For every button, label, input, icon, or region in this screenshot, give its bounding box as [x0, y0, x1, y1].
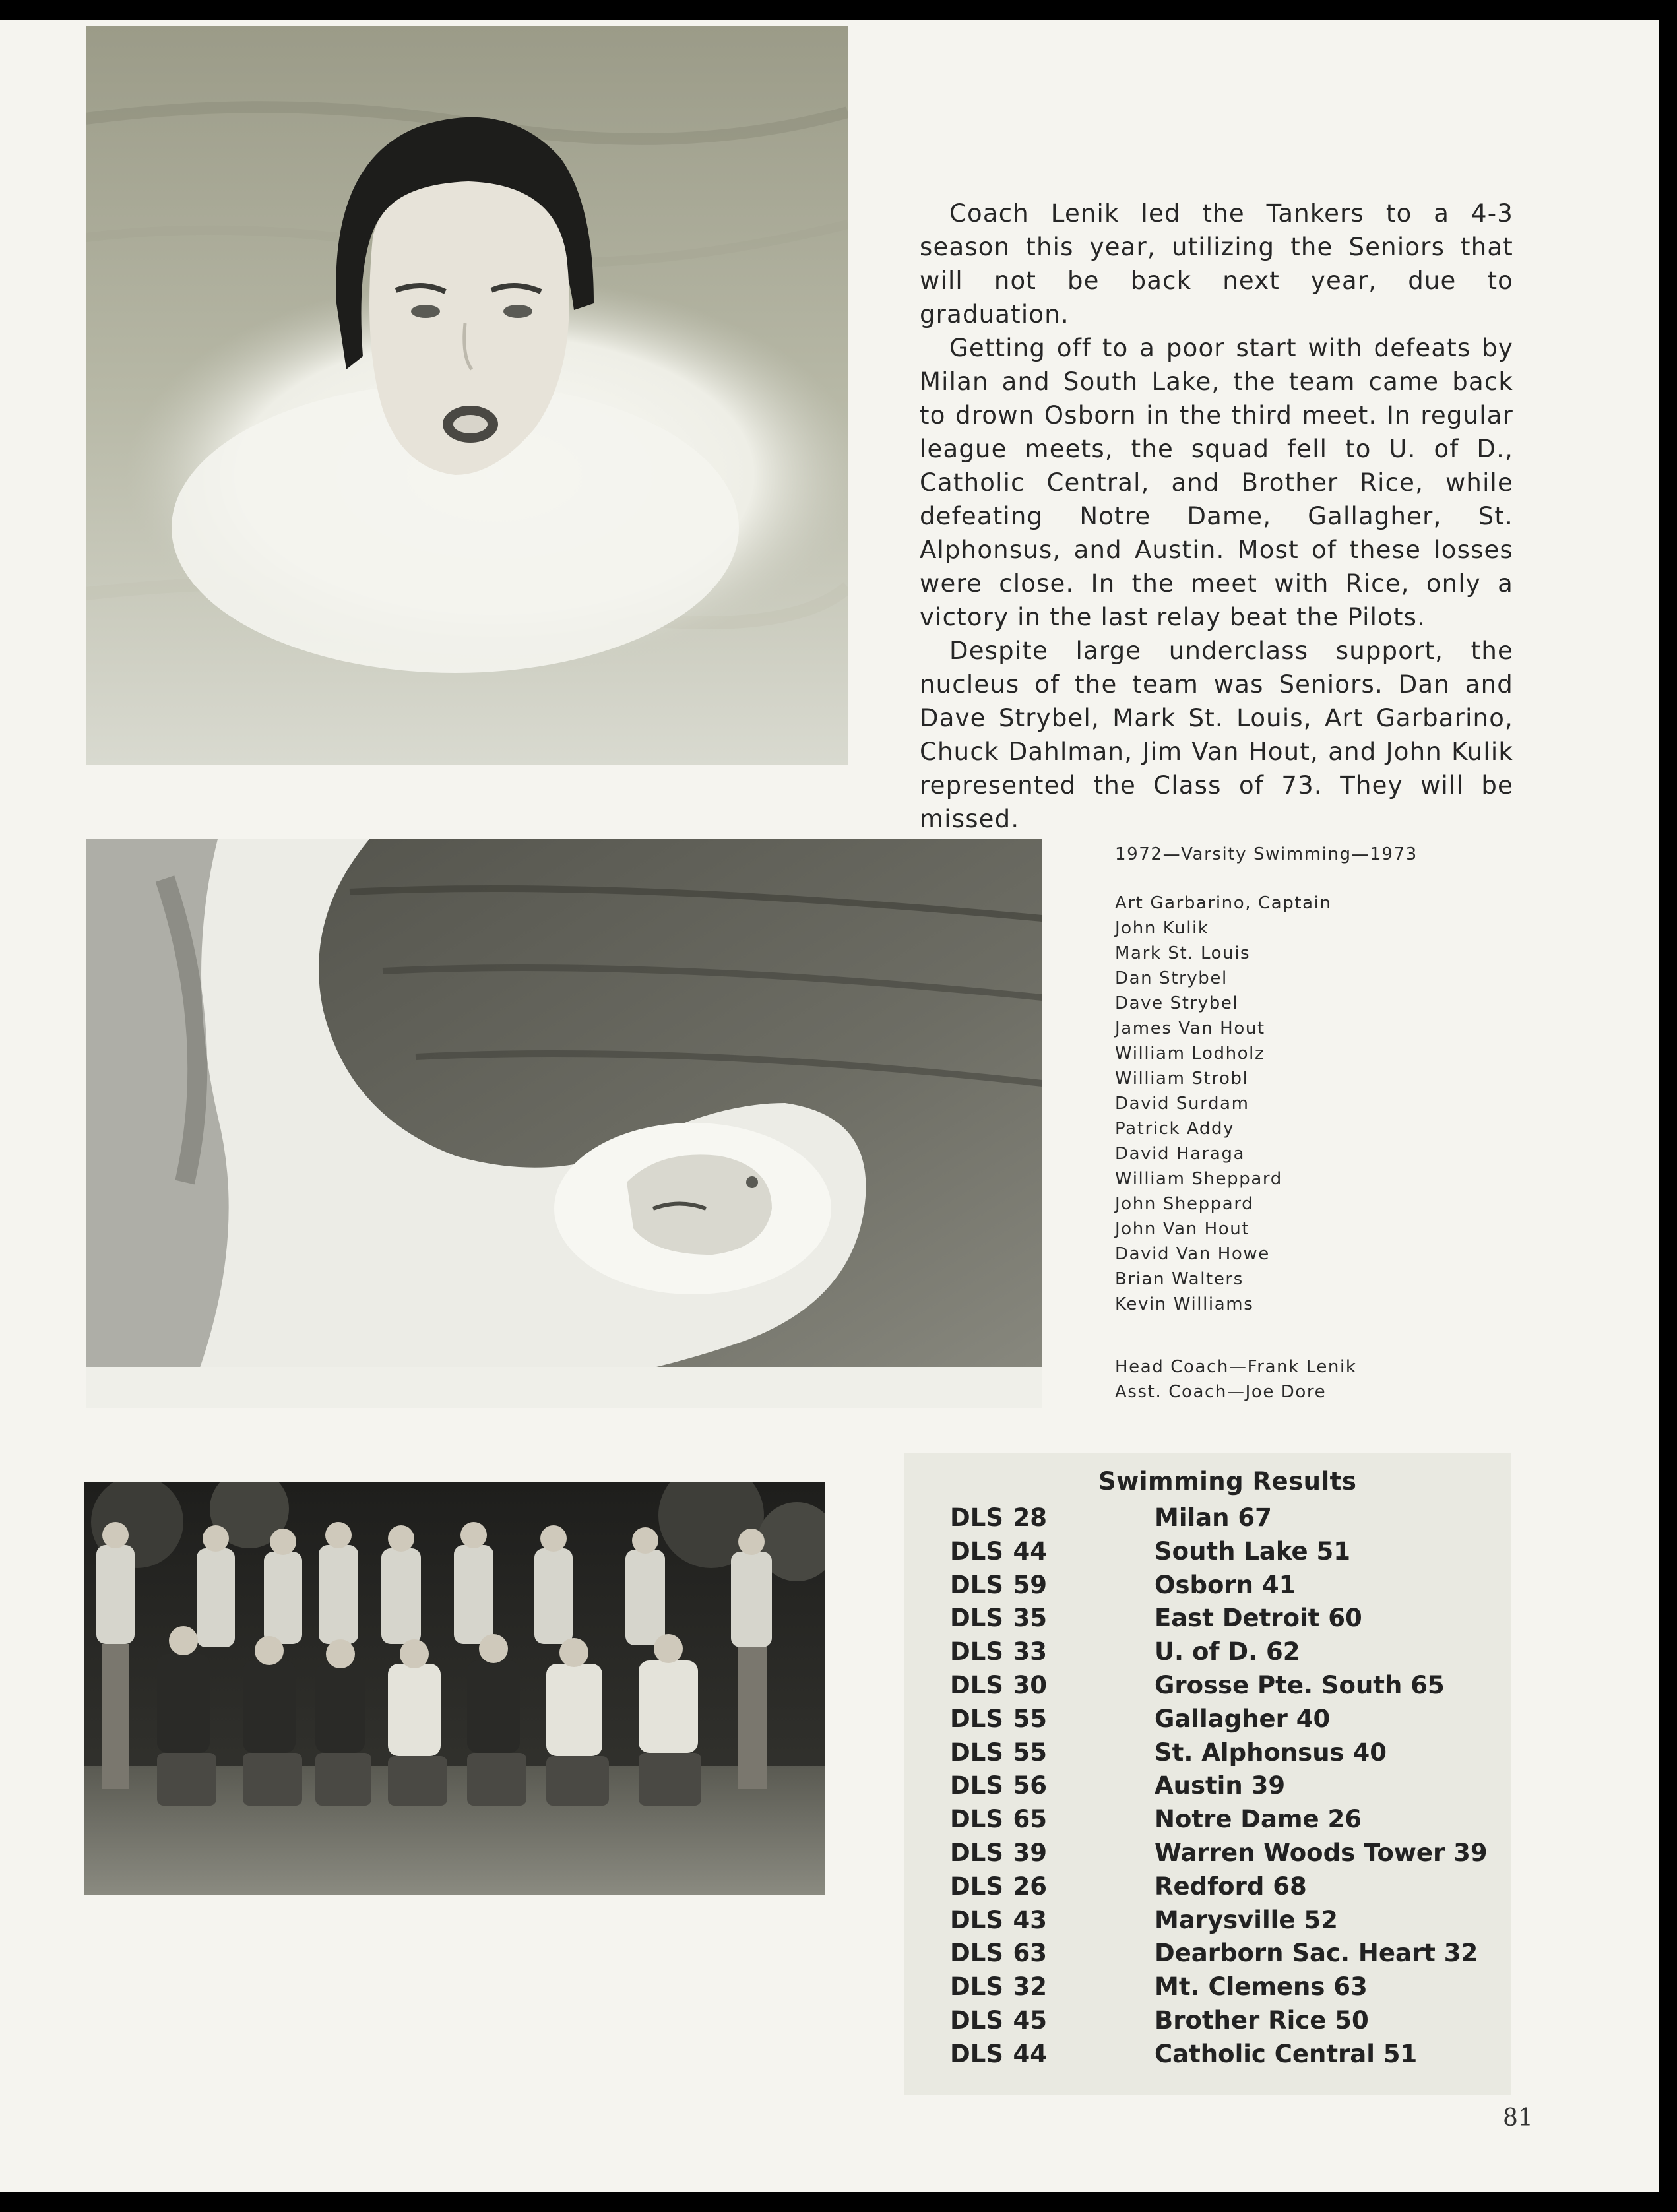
result-opponent: Austin 39: [1155, 1771, 1286, 1800]
result-team: DLS: [950, 1805, 1003, 1834]
roster-list: [1115, 891, 1590, 1317]
result-opponent: Osborn 41: [1155, 1570, 1296, 1599]
roster-member: John Kulik: [1115, 918, 1209, 938]
result-row: [904, 1571, 1511, 1604]
roster-member: John Van Hout: [1115, 1219, 1250, 1239]
result-team: DLS: [950, 1536, 1003, 1565]
result-score: 28: [1013, 1503, 1047, 1532]
roster-member: Dan Strybel: [1115, 968, 1228, 988]
roster-member: Kevin Williams: [1115, 1294, 1254, 1314]
swimmer-breaststroke-image: [86, 26, 848, 765]
roster-member: Mark St. Louis: [1115, 943, 1251, 963]
roster-member: William Strobl: [1115, 1069, 1249, 1089]
result-score: 59: [1013, 1570, 1047, 1599]
roster-title: 1972—Varsity Swimming—1973: [1115, 844, 1418, 864]
swimmer-freestyle-photo: [86, 839, 1042, 1408]
result-row: [904, 1637, 1511, 1671]
yearbook-page: [0, 20, 1659, 2192]
roster-member: Brian Walters: [1115, 1269, 1244, 1289]
result-row: [904, 1939, 1511, 1973]
roster-member: David Haraga: [1115, 1144, 1246, 1164]
result-opponent: Mt. Clemens 63: [1155, 1973, 1368, 2002]
result-row: [904, 1671, 1511, 1705]
roster-member: John Sheppard: [1115, 1194, 1254, 1214]
roster-member: William Sheppard: [1115, 1169, 1282, 1189]
swimmer-freestyle-image: [86, 839, 1042, 1408]
result-opponent: Redford 68: [1155, 1872, 1307, 1901]
result-row: [904, 2006, 1511, 2040]
result-score: 39: [1013, 1838, 1047, 1867]
result-opponent: Notre Dame 26: [1155, 1805, 1362, 1834]
result-row: [904, 1805, 1511, 1839]
result-opponent: Milan 67: [1155, 1503, 1272, 1532]
result-opponent: U. of D. 62: [1155, 1637, 1300, 1666]
result-score: 35: [1013, 1604, 1047, 1633]
roster-member: Patrick Addy: [1115, 1119, 1235, 1139]
result-row: [904, 1839, 1511, 1872]
article-paragraph-3: Despite large underclass support, the nucleus of the team was Seniors. Dan and Dave Strybel, Mark St. Louis, Art Garbarino, Chuck Dahlman, Jim Van Hout, and John Kulik represented the Class of 73. They will be missed.: [920, 637, 1513, 833]
result-score: 65: [1013, 1805, 1047, 1834]
result-team: DLS: [950, 1637, 1003, 1666]
result-score: 56: [1013, 1771, 1047, 1800]
article-paragraph-2: Getting off to a poor start with defeats by Milan and South Lake, the team came back to drown Osborn in the third meet. In regular league meets, the squad fell to U. of D., Catholic Central, and Brother Rice, while defeating Notre Dame, Gallagher, St. Alphonsus, and Austin. Most of these losses were close. In the meet with Rice, only a victory in the last relay beat the Pilots.: [920, 334, 1513, 631]
roster-member: William Lodholz: [1115, 1044, 1265, 1063]
result-opponent: St. Alphonsus 40: [1155, 1738, 1387, 1767]
result-score: 44: [1013, 1536, 1047, 1565]
result-team: DLS: [950, 1738, 1003, 1767]
swimming-results: [904, 1453, 1511, 2095]
result-row: [904, 1503, 1511, 1537]
page-number: 81: [1503, 2104, 1533, 2132]
result-team: DLS: [950, 1838, 1003, 1867]
roster-member: Dave Strybel: [1115, 994, 1239, 1013]
roster-member: James Van Hout: [1115, 1019, 1265, 1038]
result-row: [904, 1906, 1511, 1940]
result-score: 32: [1013, 1973, 1047, 2002]
result-opponent: East Detroit 60: [1155, 1604, 1362, 1633]
result-score: 55: [1013, 1704, 1047, 1733]
result-team: DLS: [950, 1771, 1003, 1800]
roster-member: David Surdam: [1115, 1094, 1250, 1114]
result-score: 44: [1013, 2039, 1047, 2068]
roster-member: David Van Howe: [1115, 1244, 1270, 1264]
result-score: 30: [1013, 1670, 1047, 1699]
result-team: DLS: [950, 1670, 1003, 1699]
team-group-photo: [84, 1482, 825, 1895]
result-row: [904, 1771, 1511, 1805]
result-opponent: Brother Rice 50: [1155, 2006, 1369, 2035]
result-opponent: Catholic Central 51: [1155, 2039, 1418, 2068]
result-team: DLS: [950, 1905, 1003, 1934]
result-team: DLS: [950, 1704, 1003, 1733]
result-opponent: Gallagher 40: [1155, 1704, 1331, 1733]
result-team: DLS: [950, 1570, 1003, 1599]
result-row: [904, 1738, 1511, 1772]
result-row: [904, 1705, 1511, 1738]
result-opponent: Dearborn Sac. Heart 32: [1155, 1939, 1478, 1968]
result-row: [904, 1537, 1511, 1571]
article-paragraph-1: Coach Lenik led the Tankers to a 4-3 season this year, utilizing the Seniors that will not be back next year, due to graduation.: [920, 199, 1513, 329]
result-team: DLS: [950, 1604, 1003, 1633]
result-row: [904, 2040, 1511, 2073]
result-score: 33: [1013, 1637, 1047, 1666]
result-opponent: Grosse Pte. South 65: [1155, 1670, 1445, 1699]
result-team: DLS: [950, 1872, 1003, 1901]
result-team: DLS: [950, 1973, 1003, 2002]
result-row: [904, 1872, 1511, 1906]
results-list: [904, 1503, 1511, 2073]
result-score: 26: [1013, 1872, 1047, 1901]
coaches: [1115, 1354, 1590, 1405]
result-score: 45: [1013, 2006, 1047, 2035]
result-team: DLS: [950, 1939, 1003, 1968]
result-opponent: Marysville 52: [1155, 1905, 1338, 1934]
result-row: [904, 1604, 1511, 1637]
result-team: DLS: [950, 2006, 1003, 2035]
roster-member: Art Garbarino, Captain: [1115, 893, 1332, 913]
asst-coach: Asst. Coach—Joe Dore: [1115, 1382, 1327, 1402]
article-text: [920, 197, 1513, 836]
result-score: 43: [1013, 1905, 1047, 1934]
results-title: Swimming Results: [1098, 1467, 1357, 1496]
team-group-image: [84, 1482, 825, 1895]
head-coach: Head Coach—Frank Lenik: [1115, 1357, 1357, 1377]
result-opponent: Warren Woods Tower 39: [1155, 1838, 1488, 1867]
result-team: DLS: [950, 2039, 1003, 2068]
swimmer-breaststroke-photo: [86, 26, 848, 765]
result-row: [904, 1973, 1511, 2006]
result-opponent: South Lake 51: [1155, 1536, 1350, 1565]
result-score: 63: [1013, 1939, 1047, 1968]
varsity-roster: [1115, 842, 1590, 1405]
result-score: 55: [1013, 1738, 1047, 1767]
result-team: DLS: [950, 1503, 1003, 1532]
